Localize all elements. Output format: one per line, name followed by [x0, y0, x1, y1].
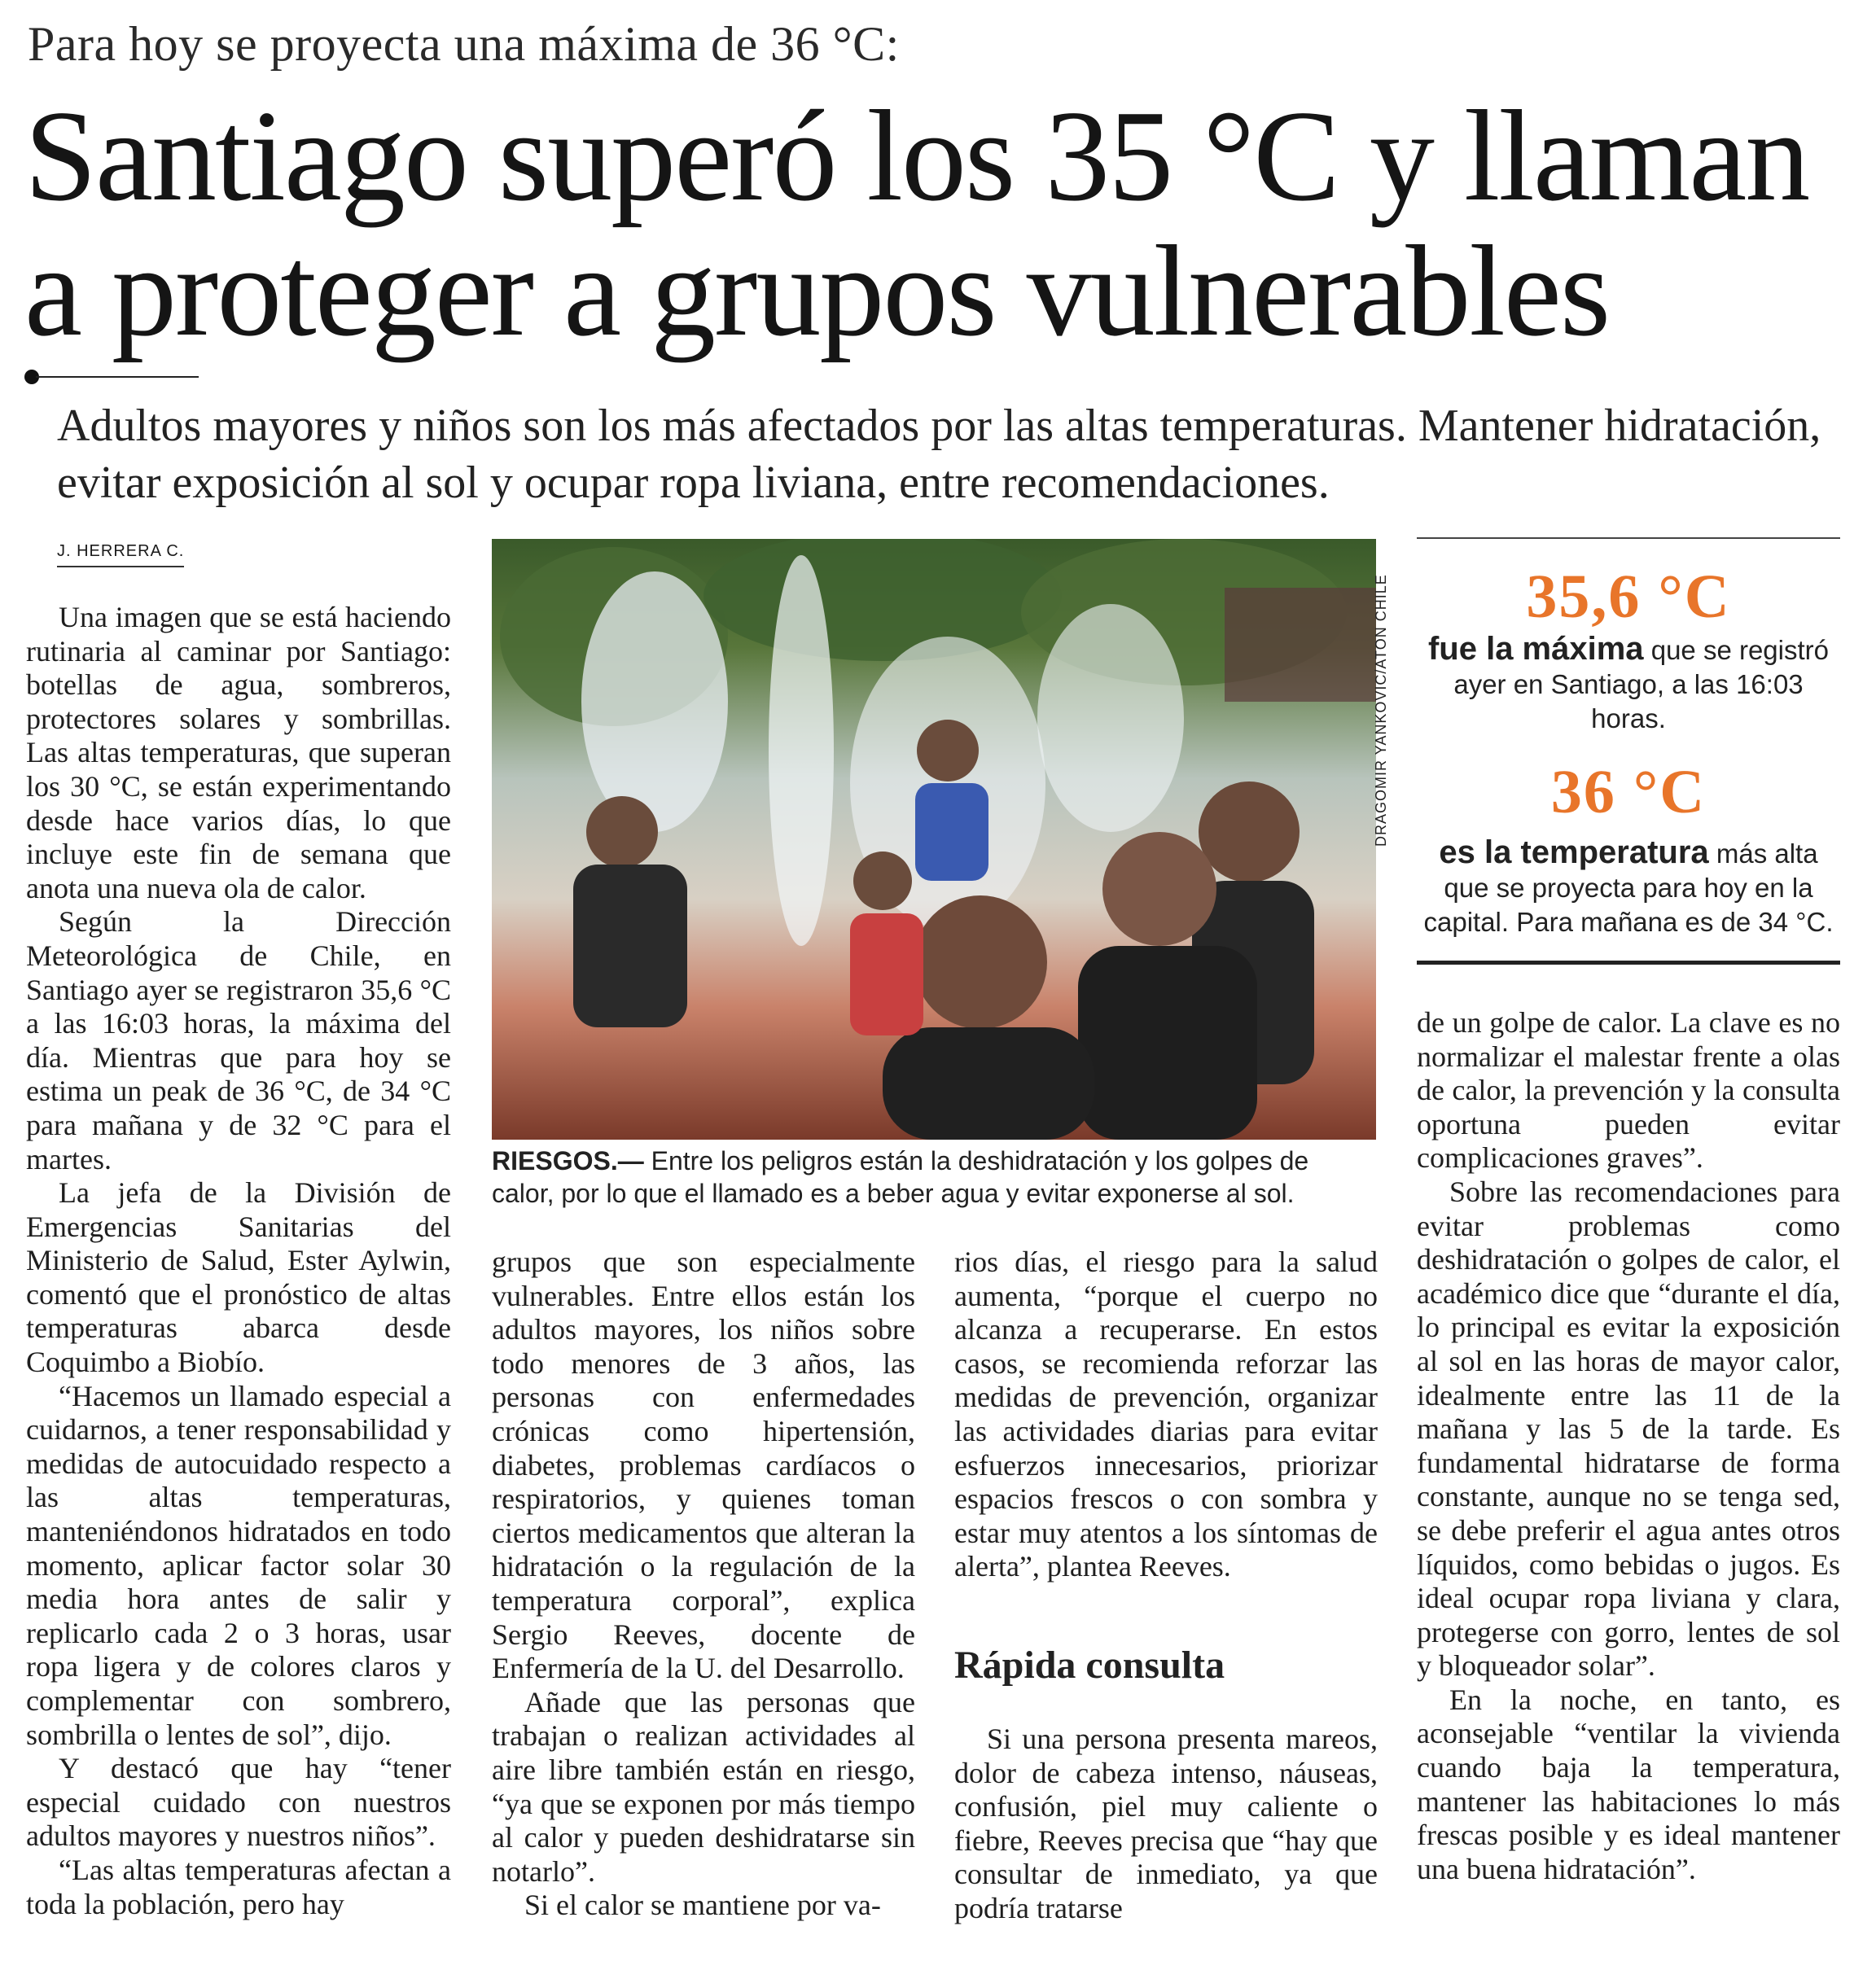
rule-line	[36, 376, 199, 378]
paragraph: “Hacemos un llamado especial a cuidarnos, a tener responsabilidad y medidas de autocuidado respecto a las altas temperaturas, manteniéndonos hidratados en todo momento, aplicar factor solar 30 media hora antes de salir y replicarlo cada 2 o 3 horas, usar ropa ligera y de colores claros y complementar con sombrero, sombrilla o lentes de sol”, dijo.	[26, 1379, 451, 1751]
paragraph: Según la Dirección Meteorológica de Chile, en Santiago ayer se registraron 35,6 °C a las 16:03 horas, la máxima del día. Mientras que para hoy se estima un peak de 36 °C, de 34 °C para mañana y de 32 °C para el martes.	[26, 905, 451, 1175]
stat-bold: fue la máxima	[1427, 631, 1644, 667]
body-column-4	[1417, 1006, 1840, 1886]
sidebar-bottom-rule	[1417, 961, 1840, 965]
news-photo	[492, 539, 1376, 1140]
headline: Santiago superó los 35 °C y llaman a proteger a grupos vulnerables	[24, 83, 1809, 363]
stat-bold: es la temperatura	[1439, 834, 1709, 870]
paragraph: rios días, el riesgo para la salud aumenta, “porque el cuerpo no alcanza a recuperarse. En estos casos, se recomienda reforzar las medidas de prevención, organizar las actividades diarias para evitar esfuerzos innecesarios, priorizar espacios frescos o con sombra y estar muy atentos a los síntomas de alerta”, plantea Reeves.	[954, 1245, 1378, 1583]
caption-text: Entre los peligros están la deshidratación y los golpes de calor, por lo que el llamado es a beber agua y evitar exponerse al sol.	[492, 1146, 1309, 1208]
paragraph: En la noche, en tanto, es aconsejable “ventilar la vivienda cuando baja la temperatura, mantener las habitaciones lo más frescas posible y es ideal mantener una buena hidratación”.	[1417, 1683, 1840, 1885]
paragraph: Y destacó que hay “tener especial cuidado con nuestros adultos mayores y nuestros niños”.	[26, 1752, 451, 1853]
paragraph: Añade que las personas que trabajan o realizan actividades al aire libre también están en riesgo, “ya que se exponen por más tiempo al calor y pueden deshidratarse sin notarlo”.	[492, 1685, 915, 1888]
body-column-1	[26, 601, 451, 1921]
byline: J. HERRERA C.	[57, 542, 184, 567]
paragraph: Si el calor se mantiene por va-	[524, 1889, 881, 1922]
lede: Adultos mayores y niños son los más afectados por las altas temperaturas. Mantener hidratación, evitar exposición al sol y ocupar ropa liviana, entre recomendaciones.	[57, 401, 1821, 508]
paragraph: Sobre las recomendaciones para evitar problemas como deshidratación o golpes de calor, el académico dice que “durante el día, lo principal es evitar la exposición al sol en las horas de mayor calor, idealmente entre las 11 de la mañana y las 5 de la tarde. Es fundamental hidratarse de forma constante, aunque no se tenga sed, se debe preferir el agua antes otros líquidos, como bebidas o jugos. Es ideal ocupar ropa liviana y clara, protegerse con gorro, lentes de sol y bloqueador solar”.	[1417, 1175, 1840, 1683]
stat-description-max	[1417, 632, 1840, 736]
kicker: Para hoy se proyecta una máxima de 36 °C:	[28, 17, 900, 71]
stat-value-forecast: 36 °C	[1550, 758, 1707, 826]
paragraph: La jefa de la División de Emergencias Sanitarias del Ministerio de Salud, Ester Aylwin, comentó que el pronóstico de altas temperaturas abarca desde Coquimbo a Biobío.	[26, 1176, 451, 1379]
stat-rest: que se registró ayer en Santiago, a las 16:03 horas.	[1453, 635, 1830, 733]
paragraph: Una imagen que se está haciendo rutinaria al caminar por Santiago: botellas de agua, sombreros, protectores solares y sombrillas. Las altas temperaturas, que superan los 30 °C, se están experimentando desde hace varios días, lo que incluye este fin de semana que anota una nueva ola de calor.	[26, 601, 451, 904]
subhead: Rápida consulta	[954, 1644, 1225, 1687]
stat-description-forecast	[1417, 835, 1840, 939]
paragraph: grupos que son especialmente vulnerables. Entre ellos están los adultos mayores, los niños sobre todo menores de 3 años, las personas con enfermedades crónicas como hipertensión, diabetes, problemas cardíacos o respiratorios, y quienes toman ciertos medicamentos que alteran la hidratación o la regulación de la temperatura corporal”, explica Sergio Reeves, docente de Enfermería de la U. del Desarrollo.	[492, 1245, 915, 1685]
paragraph: de un golpe de calor. La clave es no normalizar el malestar frente a olas de calor, la prevención y la consulta oportuna pueden evitar complicaciones graves”.	[1417, 1006, 1840, 1175]
paragraph: Si una persona presenta mareos, dolor de cabeza intenso, náuseas, confusión, piel muy caliente o fiebre, Reeves precisa que “hay que consultar de inmediato, ya que podría tratarse	[954, 1723, 1378, 1924]
photo-credit: DRAGOMIR YANKOVIC/ATON CHILE	[1373, 574, 1389, 847]
photo-caption	[492, 1145, 1376, 1210]
photo-illustration	[492, 539, 1376, 1140]
paragraph: “Las altas temperaturas afectan a toda la población, pero hay	[26, 1853, 451, 1920]
stat-rest: más alta que se proyecta para hoy en la capital. Para mañana es de 34 °C.	[1423, 838, 1834, 937]
caption-label: RIESGOS.—	[492, 1146, 644, 1175]
body-column-3	[954, 1245, 1378, 1584]
stat-value-max: 35,6 °C	[1526, 563, 1731, 631]
body-column-2	[492, 1245, 915, 1923]
body-column-3b	[954, 1723, 1378, 1926]
sidebar-top-rule	[1417, 537, 1840, 539]
